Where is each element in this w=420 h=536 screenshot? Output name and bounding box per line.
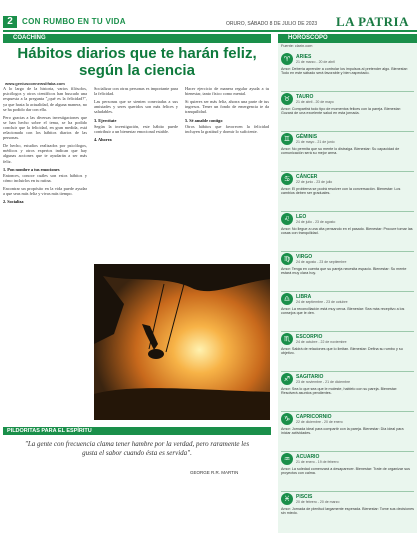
sunset-swing-photo — [94, 264, 270, 420]
zodiac-icon: ♋ — [281, 173, 293, 185]
section-title: CON RUMBO EN TU VIDA — [22, 17, 126, 26]
article-byline: www.geniusconnewsllfaka.com — [5, 81, 65, 86]
article-tag: COACHING — [3, 34, 271, 43]
zodiac-icon: ♉ — [281, 93, 293, 105]
sign-divider — [281, 251, 414, 252]
sign-name: PISCIS — [296, 494, 313, 500]
sign-text: Amor: Sea lo que sea que le moleste, hablelo con su pareja. Bienestar: Resolverá asuntos pendientes. — [281, 387, 398, 396]
zodiac-icon: ♓ — [281, 493, 293, 505]
zodiac-icon: ♍ — [281, 253, 293, 265]
article-column-1: A lo largo de la historia, varios filósofos, psicólogos y otros científicos han buscado una respuesta a la pregunta "¿qué es la felicidad?", ya que hasta la actualidad, de alguna manera, no se ha podido dar con ella. Pero gracias a las diversas investigaciones que se han hecho sobre el tema, se ha podido concluir que la felicidad, en gran medida, está relacionada con los hábitos diarios de las personas. De hecho, estudios realizados por psicólogos, médicos y otros expertos indican que hay algunas acciones que te ayudarán a ser más feliz. 1. Pon nombre a tus emociones Entonces, conoce cuáles son estos hábitos y cómo incluirlos en tu rutina. Encontrar un propósito en la vida puede ayudar a que seas más feliz y vivas más tiempo. 2. Socializa — [3, 86, 87, 205]
sign-name: SAGITARIO — [296, 374, 324, 380]
sign-dates: 22 de junio - 23 de julio — [296, 180, 333, 184]
sign-text: Amor: No permita que su mente lo distraiga. Bienestar: Su capacidad de comunicación será su mejor arma. — [281, 147, 400, 156]
sign-name: TAURO — [296, 94, 314, 100]
sign-dates: 24 de agosto - 23 de septiembre — [296, 260, 347, 264]
dateline: ORURO, SÁBADO 8 DE JULIO DE 2023 — [226, 21, 318, 27]
quote-band: PILDORITAS PARA EL ESPÍRITU — [3, 427, 271, 435]
newspaper-logo: LA PATRIA — [336, 14, 409, 29]
article-column-3: Hacer ejercicio de manera regular ayuda a tu bienestar, tanto físico como mental. Si quieres ser más feliz, ahorra una parte de tus ingresos. Tener un fondo de emergencia te da tranquilidad. 5. Sé amable contigo Otros hábitos que favorecen la felicidad incluyen la gratitud y dormir lo suficiente. — [185, 86, 269, 134]
sign-divider — [281, 491, 414, 492]
article-headline: Hábitos diarios que te harán feliz, según la ciencia — [17, 45, 257, 79]
zodiac-icon: ♎ — [281, 293, 293, 305]
zodiac-icon: ♐ — [281, 373, 293, 385]
sign-dates: 21 de mayo - 21 de junio — [296, 140, 335, 144]
zodiac-icon: ♈ — [281, 53, 293, 65]
sign-divider — [281, 371, 414, 372]
article-column-2: Socializar con otras personas es importante para la felicidad. Las personas que se sienten conectadas a sus amistades y seres queridos son más felices y saludables. 3. Ejercítate Según la investigación, este hábito puede contribuir a un bienestar emocional estable. 4. Ahorra — [94, 86, 178, 143]
sign-dates: 21 de enero - 19 de febrero — [296, 460, 339, 464]
sign-dates: 24 de julio - 23 de agosto — [296, 220, 336, 224]
page-header — [0, 0, 420, 30]
sign-text: Amor: La reconciliación está muy cerca. Bienestar: Sea más receptivo a los consejos que le den. — [281, 307, 405, 316]
sign-text: Amor: Compartirá todo tipo de momentos felices con la pareja. Bienestar: Gozará de una excelente salud en esta jornada. — [281, 107, 401, 116]
sign-divider — [281, 211, 414, 212]
sign-text: Amor: Debería aprender a controlar los impulsos al pretender algo. Bienestar: Todo en este sábado será favorable y bien aspectado. — [281, 67, 408, 76]
sign-text: Amor: Tenga en cuenta que su pareja necesita espacio. Bienestar: Su mente estará muy clara hoy. — [281, 267, 407, 276]
sign-name: ACUARIO — [296, 454, 320, 460]
zodiac-icon: ♌ — [281, 213, 293, 225]
sign-text: Amor: El problema se podrá resolver con la conversación. Bienestar: Los cambios deben ser graduales. — [281, 187, 401, 196]
sign-name: GÉMINIS — [296, 134, 318, 140]
zodiac-icon: ♒ — [281, 453, 293, 465]
sign-dates: 24 de septiembre - 23 de octubre — [296, 300, 348, 304]
page-number: 2 — [3, 16, 17, 28]
sign-name: CAPRICORNIO — [296, 414, 332, 420]
sign-name: CÁNCER — [296, 174, 318, 180]
sign-dates: 20 de febrero - 20 de marzo — [296, 500, 340, 504]
sign-name: ESCORPIO — [296, 334, 323, 340]
sign-divider — [281, 131, 414, 132]
sign-divider — [281, 91, 414, 92]
sign-dates: 21 de marzo - 20 de abril — [296, 60, 335, 64]
horoscope-tag: HORÓSCOPO — [278, 34, 417, 43]
sign-dates: 22 de diciembre - 20 de enero — [296, 420, 343, 424]
sign-text: Amor: Jornada de plenitud largamente esperada. Bienestar: Tome sus decisiones sin miedo. — [281, 507, 414, 516]
sign-divider — [281, 171, 414, 172]
zodiac-icon: ♑ — [281, 413, 293, 425]
sign-text: Amor: Saldrá de relaciones que lo limitan. Bienestar: Defina su rumbo y su objetivo. — [281, 347, 403, 356]
quote-text: "La gente con frecuencia clama tener hambre por la verdad, pero raramente les gusta el sabor cuando ésta es servida". — [24, 440, 250, 457]
zodiac-icon: ♏ — [281, 333, 293, 345]
sign-divider — [281, 291, 414, 292]
sign-name: ARIES — [296, 54, 312, 60]
sign-text: Amor: Jornada ideal para compartir con la pareja. Bienestar: Día ideal para iniciar actividades. — [281, 427, 404, 436]
sign-divider — [281, 411, 414, 412]
sign-dates: 24 de octubre - 22 de noviembre — [296, 340, 347, 344]
header-rule — [3, 30, 417, 32]
sign-dates: 21 de abril - 20 de mayo — [296, 100, 334, 104]
horoscope-source: Fuente: clarín.com — [281, 44, 313, 48]
sign-divider — [281, 451, 414, 452]
sign-name: VIRGO — [296, 254, 313, 260]
sign-text: Amor: La soledad comenzará a desaparecer. Bienestar: Trate de organizar sus proyectos con calma. — [281, 467, 410, 476]
quote-author: GEORGE R.R. MARTIN — [190, 470, 239, 475]
zodiac-icon: ♊ — [281, 133, 293, 145]
sign-text: Amor: No llegue a una cita pensando en el pasado. Bienestar: Procure tomar las cosas con tranquilidad. — [281, 227, 413, 236]
sign-dates: 23 de noviembre - 21 de diciembre — [296, 380, 351, 384]
sign-name: LIBRA — [296, 294, 312, 300]
horoscope-panel — [278, 34, 417, 533]
sign-divider — [281, 331, 414, 332]
sign-name: LEO — [296, 214, 307, 220]
article — [3, 34, 271, 420]
